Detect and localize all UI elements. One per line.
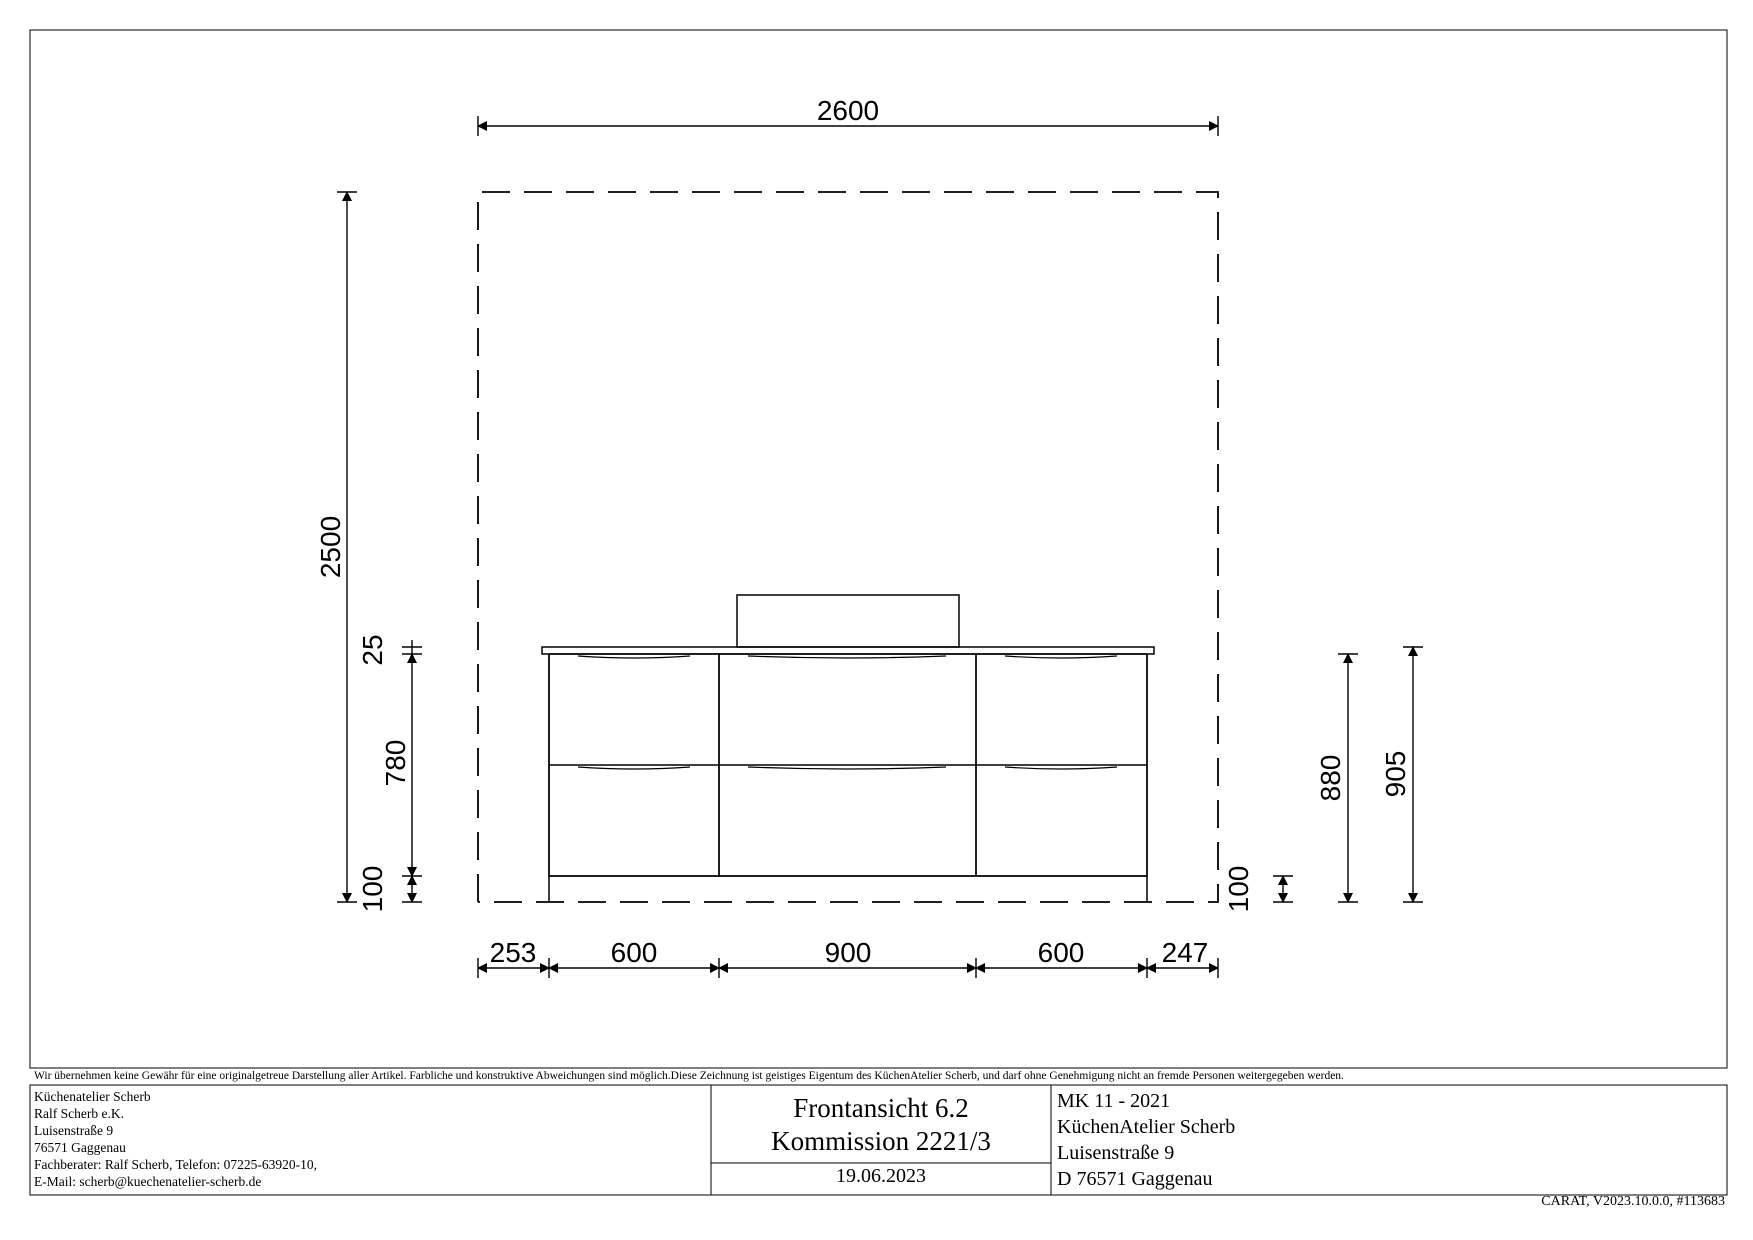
appliance-hood	[737, 595, 959, 647]
dim-total-width: 2600	[816, 95, 880, 126]
dim-total-height: 2500	[315, 515, 346, 579]
right-block-line-2: KüchenAtelier Scherb	[1057, 1116, 1236, 1138]
drawing-date: 19.06.2023	[836, 1165, 926, 1187]
company-line-2: Ralf Scherb e.K.	[34, 1106, 124, 1121]
room-outline	[478, 192, 1218, 902]
right-block-line-3: Luisenstraße 9	[1057, 1142, 1175, 1164]
company-line-4: 76571 Gaggenau	[34, 1140, 126, 1155]
commission-number: Kommission 2221/3	[771, 1126, 991, 1156]
software-version: CARAT, V2023.10.0.0, #113683	[1541, 1194, 1725, 1209]
dim-bottom-600-left: 600	[610, 937, 658, 968]
dim-bottom-600-right: 600	[1037, 937, 1085, 968]
right-block-line-4: D 76571 Gaggenau	[1057, 1168, 1213, 1190]
dimension-lines	[337, 116, 1423, 978]
dim-bottom-247: 247	[1161, 937, 1209, 968]
dim-left-780: 780	[380, 739, 411, 787]
drawing-frame	[30, 30, 1727, 1068]
right-block-line-1: MK 11 - 2021	[1057, 1090, 1171, 1112]
dim-bottom-253: 253	[489, 937, 537, 968]
company-line-3: Luisenstraße 9	[34, 1123, 114, 1138]
countertop	[542, 647, 1154, 654]
dim-left-100: 100	[357, 865, 388, 913]
disclaimer-text: Wir übernehmen keine Gewähr für eine originalgetreue Darstellung aller Artikel. Farbliche und konstruktive Abweichungen sind möglich.Diese Zeichnung ist geistiges Eigentum des KüchenAtelier Scherb, und darf ohne Genehmigung nicht an fremde Personen weitergegeben werden.	[34, 1070, 1344, 1082]
company-line-5: Fachberater: Ralf Scherb, Telefon: 07225-63920-10,	[34, 1157, 317, 1172]
drawing-title: Frontansicht 6.2	[793, 1093, 969, 1123]
dim-right-905: 905	[1380, 750, 1411, 798]
company-line-1: Küchenatelier Scherb	[34, 1089, 151, 1104]
company-line-6: E-Mail: scherb@kuechenatelier-scherb.de	[34, 1174, 262, 1189]
dim-right-880: 880	[1315, 754, 1346, 802]
dim-bottom-900: 900	[824, 937, 872, 968]
kitchen-unit	[542, 595, 1154, 902]
dim-left-25: 25	[357, 634, 388, 666]
dim-right-100: 100	[1223, 865, 1254, 913]
